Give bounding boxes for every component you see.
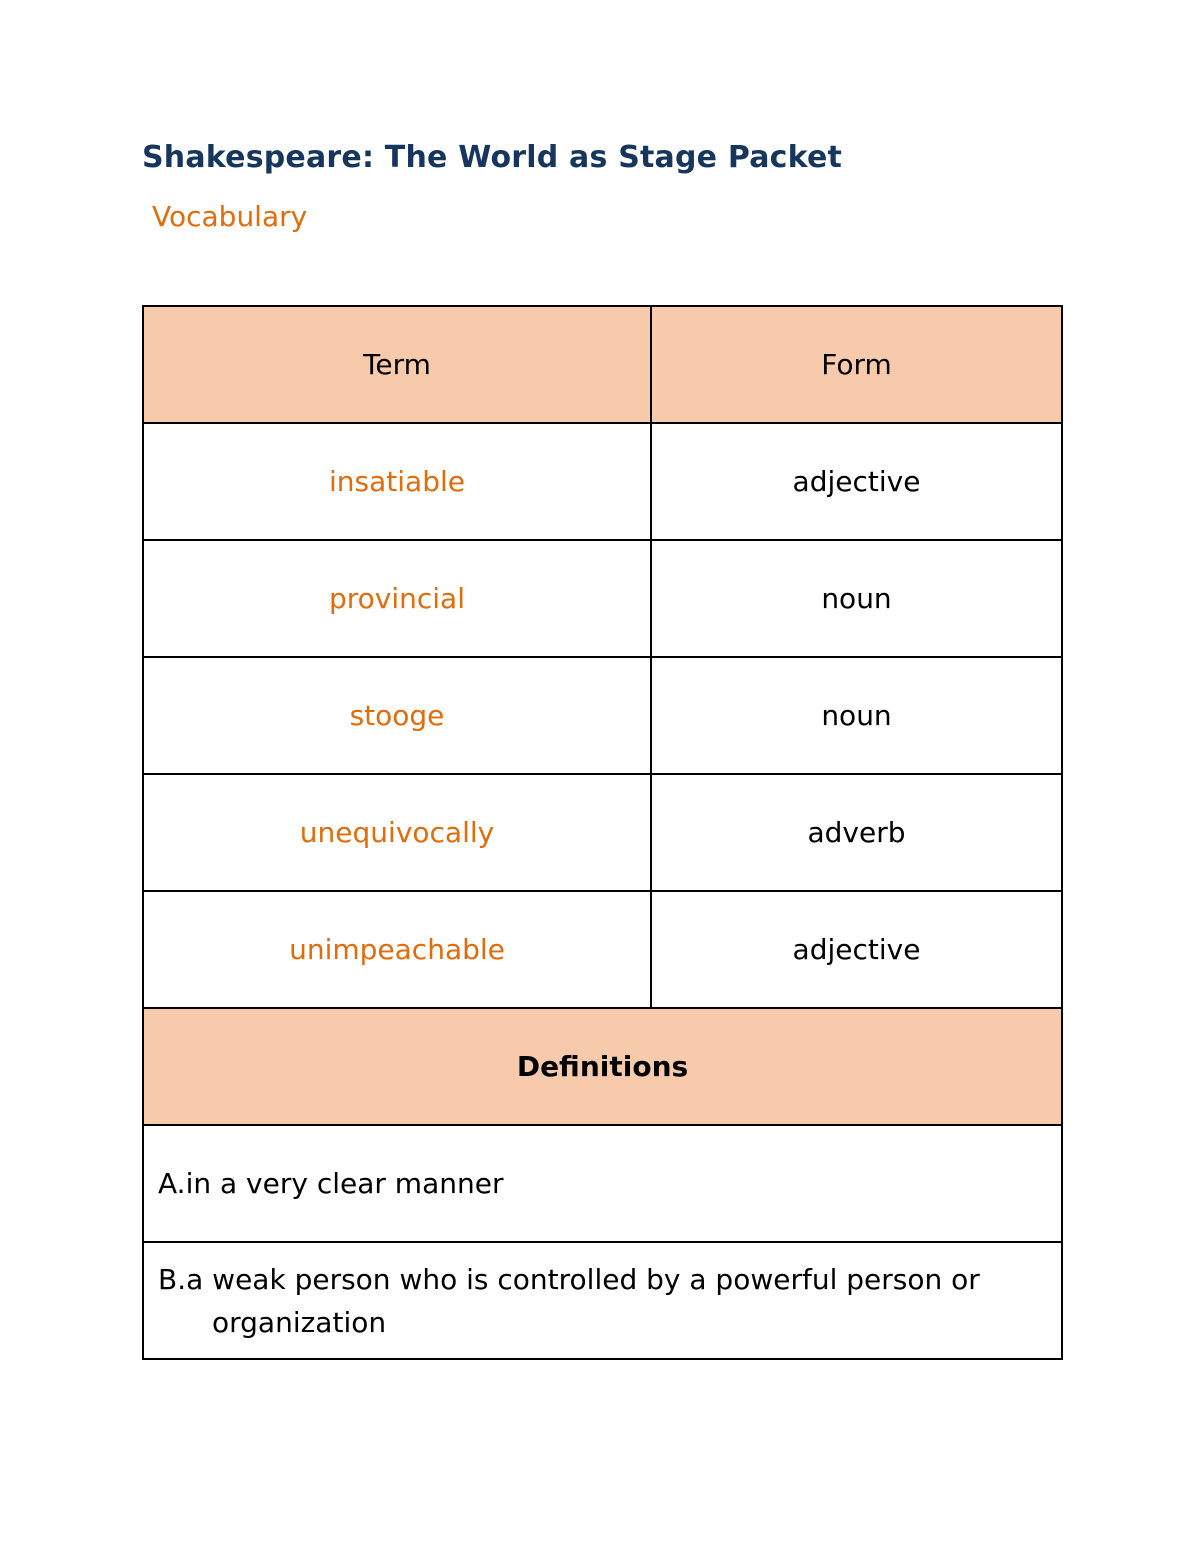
- table-row: [143, 423, 1062, 540]
- definition-text: B.a weak person who is controlled by a powerful person or organization: [158, 1262, 980, 1339]
- term-cell: unequivocally: [143, 774, 651, 891]
- form-cell: adjective: [651, 891, 1062, 1008]
- table-header-row: [143, 306, 1062, 423]
- table-row: [143, 774, 1062, 891]
- term-cell: unimpeachable: [143, 891, 651, 1008]
- definition-row: [143, 1125, 1062, 1242]
- vocabulary-table: [142, 305, 1063, 1360]
- table-row: [143, 540, 1062, 657]
- term-cell: provincial: [143, 540, 651, 657]
- definitions-header: Definitions: [143, 1008, 1062, 1125]
- form-cell: adverb: [651, 774, 1062, 891]
- definitions-header-row: [143, 1008, 1062, 1125]
- definition-cell: [143, 1125, 1062, 1242]
- definition-text: A.in a very clear manner: [158, 1167, 504, 1200]
- term-cell: insatiable: [143, 423, 651, 540]
- definition-row: [143, 1242, 1062, 1359]
- form-cell: adjective: [651, 423, 1062, 540]
- form-cell: noun: [651, 657, 1062, 774]
- column-header-term: Term: [143, 306, 651, 423]
- column-header-form: Form: [651, 306, 1062, 423]
- definition-cell: [143, 1242, 1062, 1359]
- table-row: [143, 891, 1062, 1008]
- term-cell: stooge: [143, 657, 651, 774]
- section-subtitle: Vocabulary: [152, 200, 308, 233]
- table-row: [143, 657, 1062, 774]
- form-cell: noun: [651, 540, 1062, 657]
- document-title: Shakespeare: The World as Stage Packet: [142, 140, 843, 175]
